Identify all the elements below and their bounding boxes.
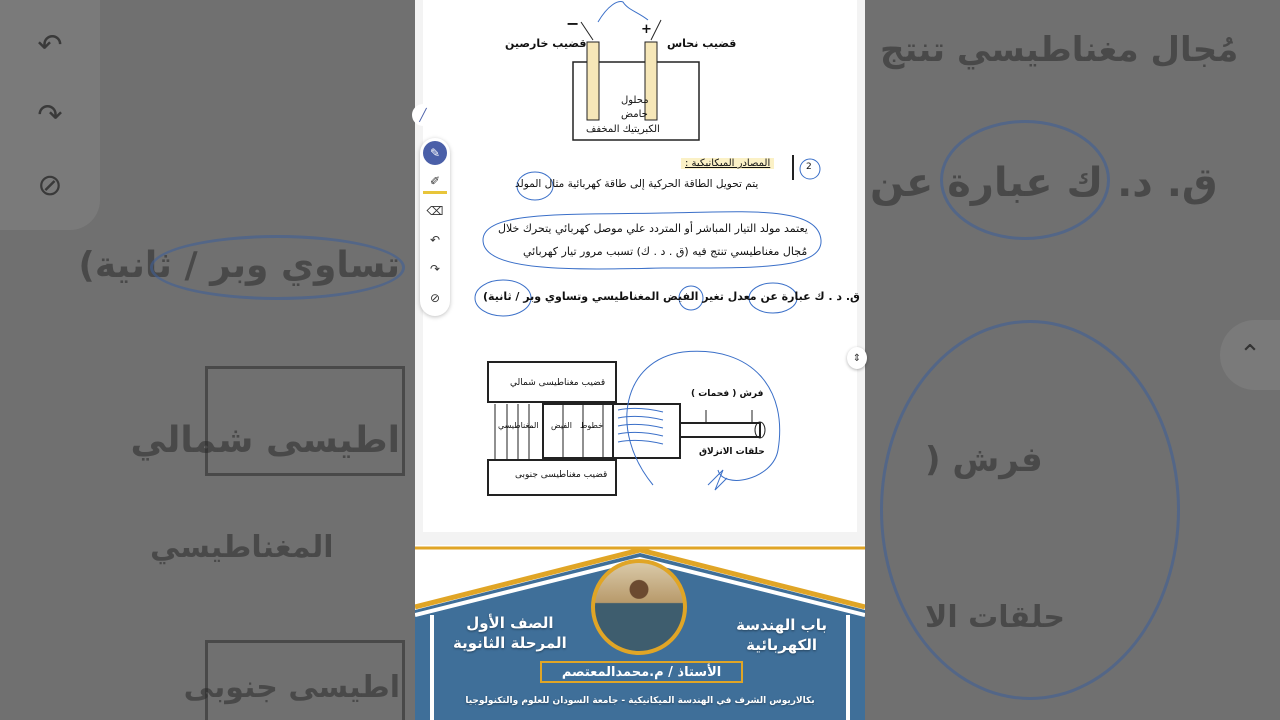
video-frame: [415, 0, 865, 720]
bg-text: اطيسى شمالي: [130, 420, 400, 461]
intro-line: يتم تحويل الطاقة الحركية إلى طاقة كهربائية مثال المولد: [515, 178, 759, 190]
annotation-toolbar: [420, 138, 450, 316]
diagram-drawings: [423, 0, 857, 532]
pen-mode-icon[interactable]: ╱: [412, 104, 434, 126]
slip-rings-label: حلقات الانزلاق: [699, 447, 765, 457]
redo-icon[interactable]: ↷: [37, 97, 63, 133]
solution-label: الكبريتيك المخفف: [586, 124, 660, 135]
brushes-label: فرش ( فحمات ): [691, 389, 764, 399]
subject-label: باب الهندسة الكهربائية: [736, 616, 827, 654]
solution-label: محلول: [621, 95, 649, 106]
bg-text: المغناطيسي: [150, 530, 334, 565]
north-magnet-label: قضيب مغناطيسى شمالي: [510, 378, 606, 388]
flux-label: المغناطيسي: [498, 421, 539, 430]
eye-off-icon[interactable]: ⊘: [37, 167, 63, 203]
definition-line: ق. د . ك عبارة عن معدل تغير الفيض المغناطيسي وتساوي وبر / ثانية): [483, 290, 860, 303]
bg-text: ق. د. ك عبارة عن: [870, 160, 1218, 206]
bg-text: مُجال مغناطيسي تنتج: [880, 30, 1239, 70]
bg-text: فرش (: [925, 440, 1043, 480]
bg-text: اطيسى جنوبى: [183, 670, 400, 705]
bg-text: تساوي وبر / ثانية): [78, 245, 400, 286]
box-line: مُجال مغناطيسي تنتج فيه (ق . د . ك) تسبب مرور تيار كهربائي: [523, 245, 808, 258]
teacher-name: الأستاذ / م.محمدالمعتصم: [540, 661, 743, 683]
flux-label: خطوط: [580, 421, 604, 430]
grade-label: الصف الأول المرحلة الثانوية: [453, 614, 567, 652]
plus-sign: +: [641, 22, 652, 37]
highlighter-icon[interactable]: ✐: [423, 170, 447, 194]
section-number: 2: [806, 162, 812, 172]
zinc-rod-label: قضيب خارصين: [505, 37, 587, 50]
solution-label: حامض: [621, 109, 648, 120]
eraser-icon[interactable]: ⌫: [426, 204, 444, 218]
undo-icon[interactable]: ↶: [37, 27, 63, 63]
credentials-line: بكالاريوس الشرف في الهندسة الميكانيكية - جامعة السودان للعلوم والتكنولوجيا: [465, 696, 815, 706]
eye-off-icon[interactable]: ⊘: [429, 291, 441, 305]
box-line: يعتمد مولد التيار المباشر أو المتردد علي موصل كهربائي يتحرك خلال: [498, 222, 808, 235]
minus-sign: −: [566, 14, 580, 33]
teacher-photo: [591, 559, 687, 655]
pen-icon[interactable]: ✎: [423, 141, 447, 165]
chevron-up-down-icon[interactable]: ⇕: [847, 347, 867, 369]
redo-icon[interactable]: ↷: [429, 262, 441, 276]
bg-text: حلقات الا: [925, 600, 1065, 635]
flux-label: الفيض: [551, 421, 572, 430]
section-title: المصادر الميكانيكية :: [681, 158, 774, 169]
teacher-banner: [415, 545, 865, 720]
chevron-up-down-icon[interactable]: ⌃: [1220, 320, 1280, 390]
undo-icon[interactable]: ↶: [429, 233, 441, 247]
copper-rod-label: قضيب نحاس: [667, 37, 737, 50]
south-magnet-label: قضيب مغناطيسى جنوبى: [515, 470, 608, 480]
document-page: [423, 0, 860, 532]
player-side-toolbar: [0, 0, 100, 230]
